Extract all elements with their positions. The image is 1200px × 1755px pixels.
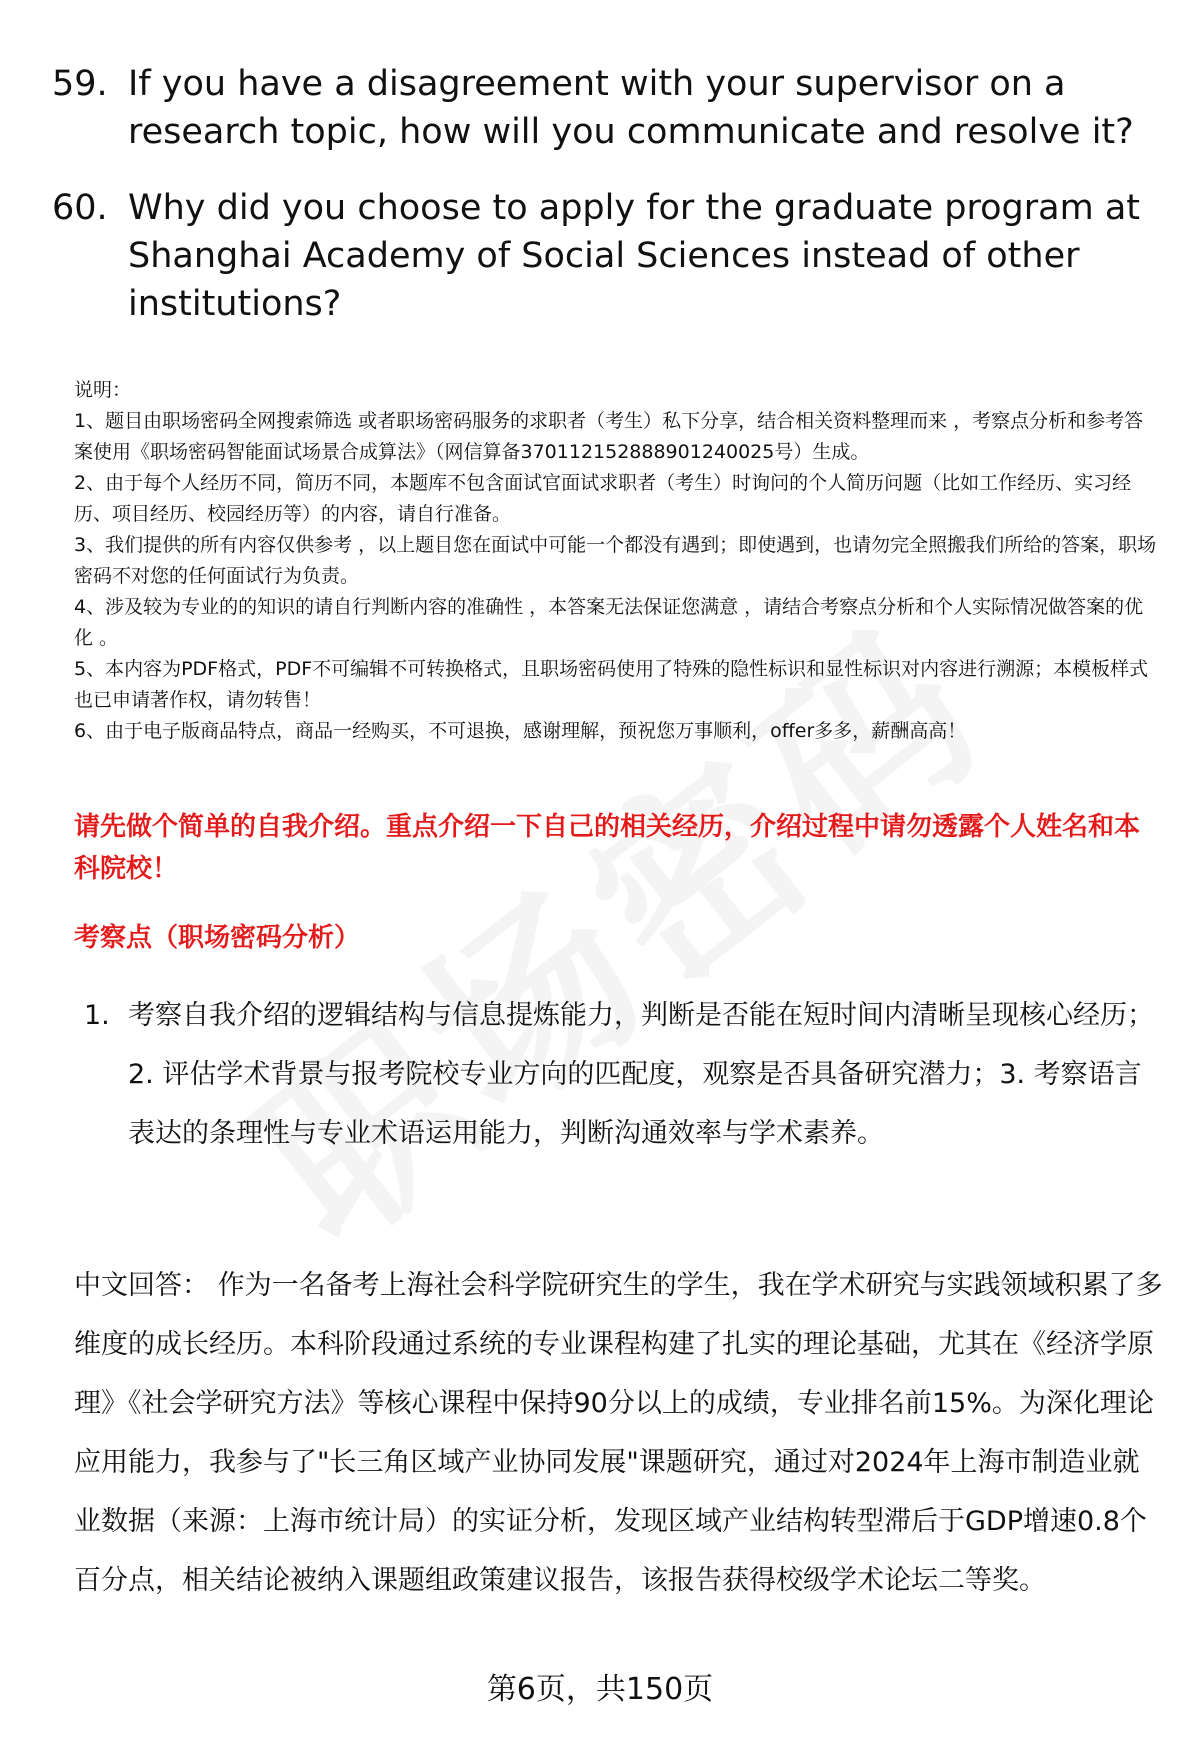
notes-title: 说明：: [74, 379, 132, 401]
notes-item: 5、本内容为PDF格式，PDF不可编辑不可转换格式，且职场密码使用了特殊的隐性标识和显性标识对内容进行溯源；本模板样式也已申请著作权，请勿转售！: [74, 658, 1149, 711]
question-number: 59.: [52, 64, 108, 104]
question-item: [52, 60, 1162, 156]
notes-item: 3、我们提供的所有内容仅供参考 ，以上题目您在面试中可能一个都没有遇到；即使遇到，也请勿完全照搬我们所给的答案，职场密码不对您的任何面试行为负责。: [74, 534, 1157, 587]
chinese-answer: 中文回答： 作为一名备考上海社会科学院研究生的学生，我在学术研究与实践领域积累了多维度的成长经历。本科阶段通过系统的专业课程构建了扎实的理论基础，尤其在《经济学原理》《社会学研究方法》等核心课程中保持90分以上的成绩，专业排名前15%。为深化理论应用能力，我参与了"长三角区域产业协同发展"课题研究，通过对2024年上海市制造业就业数据（来源：上海市统计局）的实证分析，发现区域产业结构转型滞后于GDP增速0.8个百分点，相关结论被纳入课题组政策建议报告，该报告获得校级学术论坛二等奖。: [74, 1270, 1163, 1596]
question-list: [52, 60, 1162, 356]
analysis-text: 考察自我介绍的逻辑结构与信息提炼能力，判断是否能在短时间内清晰呈现核心经历；2. 评估学术背景与报考院校专业方向的匹配度，观察是否具备研究潜力；3. 考察语言表达的条理性与专业术语运用能力，判断沟通效率与学术素养。: [128, 1000, 1154, 1149]
notes-item: 2、由于每个人经历不同，简历不同，本题库不包含面试官面试求职者（考生）时询问的个人简历问题（比如工作经历、实习经历、项目经历、校园经历等）的内容，请自行准备。: [74, 472, 1132, 525]
notes-item: 6、由于电子版商品特点，商品一经购买，不可退换，感谢理解，预祝您万事顺利，offer多多，薪酬高高！: [74, 720, 967, 742]
interview-question-title: 请先做个简单的自我介绍。重点介绍一下自己的相关经历，介绍过程中请勿透露个人姓名和本科院校！: [74, 812, 1141, 884]
question-item: [52, 184, 1162, 328]
question-text: If you have a disagreement with your supervisor on a research topic, how will you communicate and resolve it?: [128, 64, 1134, 152]
page-footer: 第6页，共150页: [486, 1672, 714, 1707]
analysis-points: [84, 986, 1164, 1163]
question-text: Why did you choose to apply for the graduate program at Shanghai Academy of Social Sciences instead of other institutions?: [128, 188, 1140, 324]
analysis-heading: 考察点（职场密码分析）: [74, 923, 361, 953]
notes-item: 4、涉及较为专业的的知识的请自行判断内容的准确性 ，本答案无法保证您满意 ，请结合考察点分析和个人实际情况做答案的优化 。: [74, 596, 1144, 649]
question-number: 60.: [52, 188, 108, 228]
analysis-number: 1.: [84, 1000, 110, 1031]
notes-section: [74, 375, 1162, 747]
notes-item: 1、题目由职场密码全网搜索筛选 或者职场密码服务的求职者（考生）私下分享，结合相关资料整理而来 ，考察点分析和参考答案使用《职场密码智能面试场景合成算法》（网信算备370112152888901240025号）生成。: [74, 410, 1144, 463]
